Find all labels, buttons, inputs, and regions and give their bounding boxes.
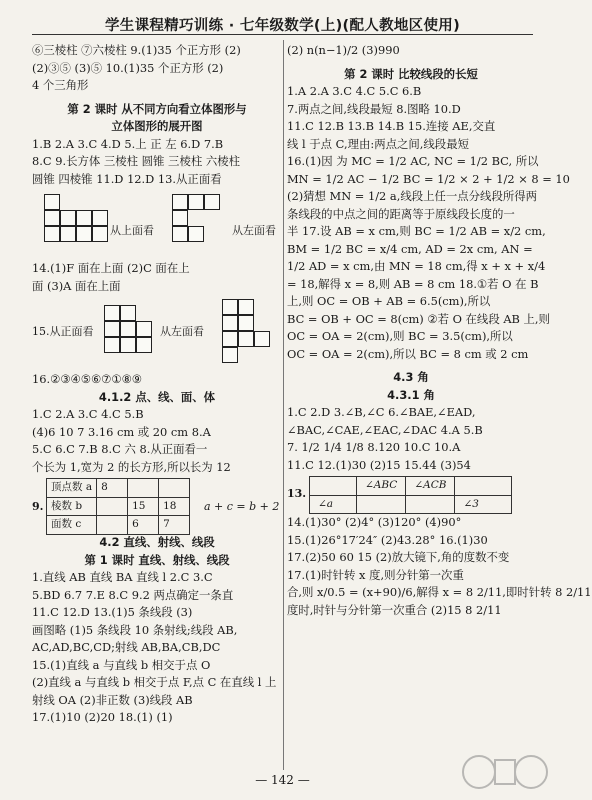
section-heading: 4.1.2 点、线、面、体 xyxy=(98,389,216,404)
table-13-number: 13. xyxy=(287,487,307,500)
answer-line: (2)直线 a 与直线 b 相交于点 F,点 C 在直线 l 上 xyxy=(32,675,277,689)
answer-line: (2) n(n−1)/2 (3)990 xyxy=(287,43,400,57)
answer-line: 16.②③④⑤⑥⑦①⑧⑨ xyxy=(32,372,143,386)
table-13 xyxy=(309,476,512,514)
column-divider xyxy=(283,40,284,770)
answer-line: 17.(1)时针转 x 度,则分针第一次重 xyxy=(287,567,464,582)
answer-line: 1.B 2.A 3.C 4.D 5.上 正 左 6.D 7.B xyxy=(32,136,224,151)
answer-line: 16.(1)因 为 MC = 1/2 AC, NC = 1/2 BC, 所以 xyxy=(287,154,539,168)
answer-line: 面 (3)A 面在上面 xyxy=(32,278,121,293)
header-title: 学生课程精巧训练 · 七年级数学(上)(配人教地区使用) xyxy=(104,18,460,34)
left-view-label-15: 从左面看 xyxy=(160,325,204,338)
section-heading: 4.2 直线、射线、线段 xyxy=(99,535,215,549)
answer-line: (2)③⑤ (3)⑤ 10.(1)35 个正方形 (2) xyxy=(32,60,224,75)
answer-line: 8.C 9.长方体 三棱柱 圆锥 三棱柱 六棱柱 xyxy=(32,154,241,168)
answer-line: OC = OA = 2(cm),则 BC = 3.5(cm),所以 xyxy=(287,329,513,343)
answer-line: 画图略 (1)5 条线段 10 条射线;线段 AB, xyxy=(32,622,238,637)
answer-line: 半 17.设 AB = x cm,则 BC = 1/2 AB = x/2 cm, xyxy=(287,224,546,238)
section-heading: 4.3 角 xyxy=(393,370,429,384)
answer-line: 合,则 x/0.5 = (x+90)/6,解得 x = 8 2/11,即时针转 8 2/11 xyxy=(287,585,592,599)
header-rule xyxy=(32,34,533,35)
answer-line: BC = OB + OC = 8(cm) ②若 O 在线段 AB 上,则 xyxy=(287,311,550,326)
right-column xyxy=(287,42,592,619)
answer-line: 1.直线 AB 直线 BA 直线 l 2.C 3.C xyxy=(32,570,213,584)
page-number: — 142 — xyxy=(255,773,310,787)
section-heading: 4.3.1 角 xyxy=(387,387,435,402)
answer-line: 5.BD 6.7 7.E 8.C 9.2 两点确定一条直 xyxy=(32,587,234,602)
section-heading: 第 2 课时 比较线段的长短 xyxy=(344,66,478,81)
answer-line: 15.(1)26°17′24″ (2)43.28° 16.(1)30 xyxy=(287,532,488,547)
table-9-number: 9. xyxy=(32,500,44,513)
left-view-label: 从左面看 xyxy=(232,224,276,237)
answer-line: (4)6 10 7 3.16 cm 或 20 cm 8.A xyxy=(32,424,211,439)
answer-line: OC = OA = 2(cm),所以 BC = 8 cm 或 2 cm xyxy=(287,346,529,361)
section-heading: 立体图形的展开图 xyxy=(111,119,203,133)
answer-line: 个长为 1,宽为 2 的长方形,所以长为 12 xyxy=(32,459,231,474)
answer-line: 17.(1)10 (2)20 18.(1) (1) xyxy=(32,710,173,724)
answer-line: 上,则 OC = OB + AB = 6.5(cm),所以 xyxy=(287,294,491,308)
front-view-label: 15.从正面看 xyxy=(32,325,94,338)
page-header xyxy=(0,0,565,40)
table-row: ∠a ∠3 xyxy=(310,495,512,514)
table-13-block xyxy=(287,474,535,514)
answer-line: MN = 1/2 AC − 1/2 BC = 1/2 × 2 + 1/2 × 8 = 10 xyxy=(287,171,570,186)
view-figures-13 xyxy=(32,188,282,260)
left-column xyxy=(32,42,282,727)
answer-line: 7.两点之间,线段最短 8.图略 10.D xyxy=(287,101,461,116)
answer-line: 11.C 12.D 13.(1)5 条线段 (3) xyxy=(32,605,193,619)
answer-line: = 18,解得 x = 8,则 AB = 8 cm 18.①若 O 在 B xyxy=(287,276,539,291)
answer-line: 度时,时针与分针第一次重合 (2)15 8 2/11 xyxy=(287,602,502,617)
table-row: ∠ABC ∠ACB xyxy=(310,477,512,496)
answer-line: 4 个三角形 xyxy=(32,78,89,92)
table-9-formula: a + c = b + 2 xyxy=(204,500,280,513)
answer-line: 17.(2)50 60 15 (2)放大镜下,角的度数不变 xyxy=(287,550,510,564)
answer-line: ∠BAC,∠CAE,∠EAC,∠DAC 4.A 5.B xyxy=(287,422,483,437)
answer-line: 1.C 2.A 3.C 4.C 5.B xyxy=(32,407,144,421)
answer-line: 1.C 2.D 3.∠B,∠C 6.∠BAE,∠EAD, xyxy=(287,405,476,419)
section-heading: 第 2 课时 从不同方向看立体图形与 xyxy=(67,101,247,116)
table-9-block xyxy=(32,476,282,534)
table-row: 棱数 b 15 18 xyxy=(47,497,190,516)
answer-line: AC,AD,BC,CD;射线 AB,BA,CB,DC xyxy=(32,640,221,654)
answer-line: 射线 OA (2)非正数 (3)线段 AB xyxy=(32,692,193,707)
view-figures-15 xyxy=(32,295,282,371)
answer-line: 14.(1)F 面在上面 (2)C 面在上 xyxy=(32,261,190,275)
top-view-label: 从上面看 xyxy=(110,224,154,237)
table-row: 面数 c 6 7 xyxy=(47,516,190,535)
answer-line: 15.(1)直线 a 与直线 b 相交于点 O xyxy=(32,657,211,672)
answer-line: ⑥三棱柱 ⑦六棱柱 9.(1)35 个正方形 (2) xyxy=(32,43,241,57)
answer-line: (2)猜想 MN = 1/2 a,线段上任一点分线段所得两 xyxy=(287,189,538,203)
table-9 xyxy=(46,478,190,535)
answer-line: 条线段的中点之间的距离等于原线段长度的一 xyxy=(287,206,515,221)
table-row: 顶点数 a 8 xyxy=(47,479,190,498)
answer-line: 11.C 12.(1)30 (2)15 15.44 (3)54 xyxy=(287,457,471,472)
answer-line: BM = 1/2 BC = x/4 cm, AD = 2x cm, AN = xyxy=(287,241,533,256)
answer-line: 5.C 6.C 7.B 8.C 六 8.从正面看一 xyxy=(32,442,208,456)
answer-line: 14.(1)30° (2)4° (3)120° (4)90° xyxy=(287,515,462,529)
answer-line: 11.C 12.B 13.B 14.B 15.连接 AE,交直 xyxy=(287,119,496,133)
answer-line: 1/2 AD = x cm,由 MN = 18 cm,得 x + x + x/4 xyxy=(287,259,546,273)
section-heading: 第 1 课时 直线、射线、线段 xyxy=(84,552,230,567)
answer-line: 7. 1/2 1/4 1/8 8.120 10.C 10.A xyxy=(287,440,461,454)
answer-line: 线 l 于点 C,理由:两点之间,线段最短 xyxy=(287,136,469,151)
watermark-stamp-icon xyxy=(459,752,551,792)
answer-line: 圆锥 四棱锥 11.D 12.D 13.从正面看 xyxy=(32,171,222,186)
answer-line: 1.A 2.A 3.C 4.C 5.C 6.B xyxy=(287,84,422,98)
